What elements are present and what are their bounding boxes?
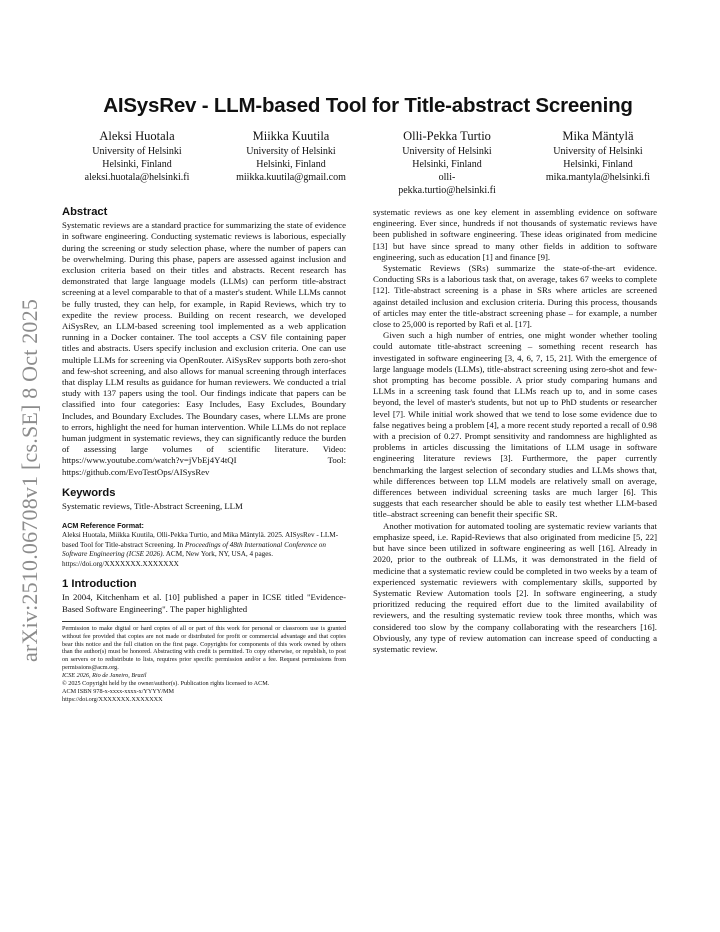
author-email[interactable]: mika.mantyla@helsinki.fi (545, 172, 651, 183)
author-email[interactable]: olli- pekka.turtio@helsinki.fi (398, 172, 496, 196)
keywords-text: Systematic reviews, Title-Abstract Screening, LLM (62, 501, 243, 512)
author-location: Helsinki, Finland (412, 159, 482, 170)
footnote-venue (62, 672, 346, 680)
introduction-heading: 1 Introduction (62, 578, 137, 591)
author-affiliation: University of Helsinki (246, 146, 336, 157)
author-location: Helsinki, Finland (563, 159, 633, 170)
author-affiliation: University of Helsinki (553, 146, 643, 157)
introduction-paragraph: Systematic Reviews (SRs) summarize the state-of-the-art evidence. Conducting SRs is a laborious task that, on average, takes 67 weeks to complete [12]. Title-abstract screening is a phase in SRs where articles are screened against detailed inclusion and exclusion criteria. During this process, thousands of articles may enter the title-abstract screening phase – for example, a number close to 25,000 is reported by Rafi et al. [17]. (373, 263, 657, 330)
introduction-paragraph: Given such a high number of entries, one might wonder whether tooling could automate title-abstract screening – something recent research has investigated in software engineering [3, 4, 6, 7, 15, 21]. With the emergence of large language models (LLMs), title-abstract screening using zero-shot and few-shot prompting has become possible. A prior study comparing humans and LLMs in a screening task found that LLMs reach up to, and in some cases beyond, the level of master's students, but not up to PhD students or researcher level [7]. While initial work showed that we tend to lose some evidence due to false negatives being a problem [4], a more recent study reported a recall of 0.98 with a precision of 0.27. Prompt sensitivity and randomness are highlighted as problems in articles discussing the limitations of LLM usage in software engineering literature reviews [3]. Furthermore, the paper currently benchmarking the largest selection of secondary studies and LLMs shows that, while differences between top LLM models are relatively small on average, differences between individual screening tasks are much larger [6]. This suggests that each researcher should be able to easily test whether LLM-based title–abstract screening can benefit their specific SR. (373, 330, 657, 520)
author-location: Helsinki, Finland (256, 159, 326, 170)
abstract-heading: Abstract (62, 206, 108, 218)
introduction-paragraph: Another motivation for automated tooling are systematic review variants that emphasize speed, i.e. Rapid-Reviews that also originated from medicine [5, 22] but have since been utilized in software engineering as well [16]. Already in 2020, prior to the outbreak of LLMs, it was demonstrated in the field of medicine that a systematic review could be completed in two weeks by a team of experienced systematic reviewers with complementary skills, supported by Systematic Review Automation tools [2]. In software engineering, a study prioritized reducing the required effort due to the limited availability of reviewers, and the resulting systematic review took three months, which was considered too slow by the company collaborating with the researchers [16]. Obviously, any type of review automation can increase speed of conducting a systematic review. (373, 520, 657, 654)
acm-reference-publisher[interactable]: ACM, New York, NY, USA, 4 pages. https://doi.org/XXXXXXX.XXXXXXX (62, 550, 274, 568)
introduction-paragraph: systematic reviews as one key element in assembling evidence on software engineering. Ever since, hundreds if not thousands of systematic reviews have been published in software engineering. These ideas originated from medicine [13] but have since spread to many other fields in addition to software engineering, such as education [1] and finance [9]. (373, 207, 657, 262)
acm-reference (62, 520, 346, 569)
introduction-text-left: In 2004, Kitchenham et al. [10] published a paper in ICSE titled "Evidence-Based Software Engineering". The paper highlighted (62, 592, 346, 614)
abstract-text: Systematic reviews are a standard practice for summarizing the state of evidence in software engineering. Conducting systematic reviews is laborious, especially during the screening or study selection phase, where the number of papers can be overwhelming. During this phase, papers are assessed against inclusion and exclusion criteria based on their titles and abstracts. Recent research has demonstrated that large language models (LLMs) can perform title-abstract screening at a level comparable to that of a master's student. While LLMs cannot be fully trusted, they can help, for example, in Rapid Reviews, which try to expedite the review process. Building on recent research, we developed AiSysRev, an LLM-based screening tool implemented as a web application running in a Docker container. The tool accepts a CSV file containing paper titles and abstracts. Users specify inclusion and exclusion criteria. One can use multiple LLMs for screening via OpenRouter. AiSysRev supports both zero-shot and few-shot screening, and also allows for manual screening through interfaces that display LLM results as guidance for human reviewers. We conducted a trial study with 137 papers using the tool. Our findings indicate that papers can be classified into four categories: Easy Includes, Easy Excludes, Boundary Includes, and Boundary Excludes. The Boundary cases, where LLMs are prone to errors, highlight the need for human intervention. While LLMs do not replace human judgment in systematic reviews, they can significantly reduce the burden of assessing large volumes of scientific literature. Video: https://www.youtube.com/watch?v=jVbEj4Y4tQI Tool: https://github.com/EvoTestOps/AISysRev (62, 220, 346, 477)
right-column (373, 207, 657, 655)
permission-notice: Permission to make digital or hard copies of all or part of this work for personal or classroom use is granted without fee provided that copies are not made or distributed for profit or commercial advantage and that copies bear this notice and the full citation on the first page. Copyrights for components of this work owned by others than the author(s) must be honored. Abstracting with credit is permitted. To copy otherwise, or republish, to post on servers or to redistribute to lists, requires prior specific permission and/or a fee. Request permissions from permissions@acm.org. (62, 624, 346, 672)
author-block-2 (216, 128, 366, 184)
acm-reference-heading: ACM Reference Format: (62, 521, 144, 531)
footnote-doi[interactable]: https://doi.org/XXXXXXX.XXXXXXX (62, 695, 163, 703)
author-block-4 (522, 128, 674, 184)
paper-title: AISysRev - LLM-based Tool for Title-abstract Screening (103, 94, 633, 117)
footnote-isbn: ACM ISBN 978-x-xxxx-xxxx-x/YYYY/MM (62, 687, 175, 695)
footnote-block (62, 621, 346, 704)
acm-reference-venue: Proceedings of 48th International Conference on Software Engineering (ICSE 2026). (62, 540, 326, 559)
author-name: Olli-Pekka Turtio (403, 129, 491, 143)
acm-reference-text (62, 531, 346, 569)
author-email[interactable]: aleksi.huotala@helsinki.fi (84, 172, 190, 183)
footnote-rule (62, 621, 346, 622)
arxiv-stamp: arXiv:2510.06708v1 [cs.SE] 8 Oct 2025 (17, 298, 42, 662)
author-location: Helsinki, Finland (102, 159, 172, 170)
left-column (62, 207, 346, 704)
acm-reference-citation: Aleksi Huotala, Miikka Kuutila, Olli-Pekka Turtio, and Mika Mäntylä. 2025. AISysRev - LLM-based Tool for Title-abstract Screening. In (62, 531, 339, 549)
author-affiliation: University of Helsinki (402, 146, 492, 157)
author-email[interactable]: miikka.kuutila@gmail.com (236, 172, 346, 183)
footnote-copyright: © 2025 Copyright held by the owner/author(s). Publication rights licensed to ACM. (62, 680, 270, 688)
keywords-heading: Keywords (62, 486, 116, 499)
author-block-1 (62, 128, 212, 184)
footnote-venue-text: ICSE 2026, Rio de Janeiro, Brazil (62, 672, 147, 680)
author-name: Miikka Kuutila (252, 129, 330, 143)
author-name: Aleksi Huotala (99, 129, 175, 143)
author-name: Mika Mäntylä (562, 129, 634, 143)
author-affiliation: University of Helsinki (92, 146, 182, 157)
author-block-3 (372, 128, 522, 197)
